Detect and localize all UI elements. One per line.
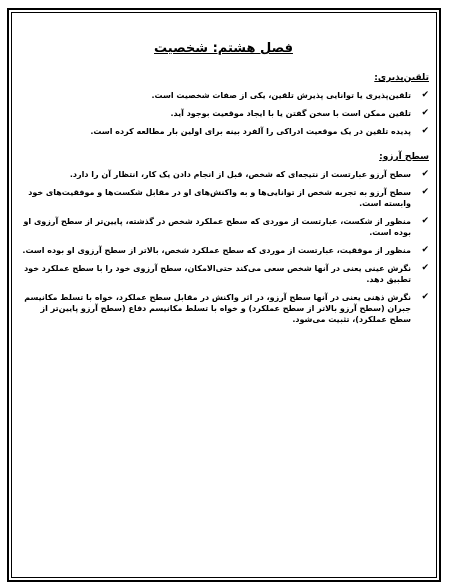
section — [18, 151, 429, 325]
check-icon: ✔ — [421, 216, 429, 226]
bullet-list — [18, 169, 429, 325]
page-content — [18, 40, 429, 339]
list-item-text: تلقین‌پذیری یا توانایی پذیرش تلقین، یکی از صفات شخصیت است. — [151, 91, 411, 100]
list-item — [18, 245, 429, 256]
check-icon: ✔ — [421, 126, 429, 136]
list-item-text: پدیده تلقین در یک موقعیت ادراکی را آلفرد بینه برای اولین بار مطالعه کرده است. — [90, 127, 411, 136]
list-item-text: تلقین ممکن است با سخن گفتن یا با ایجاد موقعیت بوجود آید. — [170, 109, 411, 118]
list-item — [18, 263, 429, 285]
check-icon: ✔ — [421, 245, 429, 255]
section-heading: سطح آرزو: — [379, 152, 429, 162]
list-item — [18, 90, 429, 101]
list-item — [18, 187, 429, 209]
check-icon: ✔ — [421, 187, 429, 197]
list-item-text: سطح آرزو به تجربه شخص از توانایی‌ها و به واکنش‌های او در مقابل شکست‌ها و موفقیت‌های خود وابسته است. — [28, 188, 411, 208]
section-heading: تلقین‌پذیری: — [374, 73, 429, 83]
check-icon: ✔ — [421, 263, 429, 273]
list-item — [18, 126, 429, 137]
list-item-text: منظور از موفقیت، عبارتست از موردی که سطح عملکرد شخص، بالاتر از سطح آرزوی او بوده است. — [22, 246, 411, 255]
bullet-list — [18, 90, 429, 137]
check-icon: ✔ — [421, 292, 429, 302]
list-item-text: نگرش عینی یعنی در آنها شخص سعی می‌کند حتی‌الامکان، سطح آرزوی خود را با سطح عملکرد خود تطبیق دهد. — [24, 264, 411, 284]
list-item-text: نگرش ذهنی یعنی در آنها سطح آرزو، در اثر واکنش در مقابل سطح عملکرد، خواه با تسلط مکانیسم جبران (سطح آرزو بالاتر از سطح عملکرد) و خواه با تسلط مکانیسم دفاع (سطح آرزو پایین‌تر از سطح عملکرد)، تثبیت می‌شود. — [24, 293, 411, 324]
sections-container — [18, 72, 429, 325]
chapter-title: فصل هشتم: شخصیت — [154, 41, 293, 56]
check-icon: ✔ — [421, 90, 429, 100]
list-item-text: سطح آرزو عبارتست از نتیجه‌ای که شخص، قبل از انجام دادن یک کار، انتظار آن را دارد. — [69, 170, 411, 179]
check-icon: ✔ — [421, 169, 429, 179]
list-item — [18, 169, 429, 180]
list-item-text: منظور از شکست، عبارتست از موردی که سطح عملکرد شخص در گذشته، پایین‌تر از سطح آرزوی او بوده است. — [23, 217, 411, 237]
list-item — [18, 108, 429, 119]
check-icon: ✔ — [421, 108, 429, 118]
list-item — [18, 292, 429, 325]
section — [18, 72, 429, 137]
list-item — [18, 216, 429, 238]
